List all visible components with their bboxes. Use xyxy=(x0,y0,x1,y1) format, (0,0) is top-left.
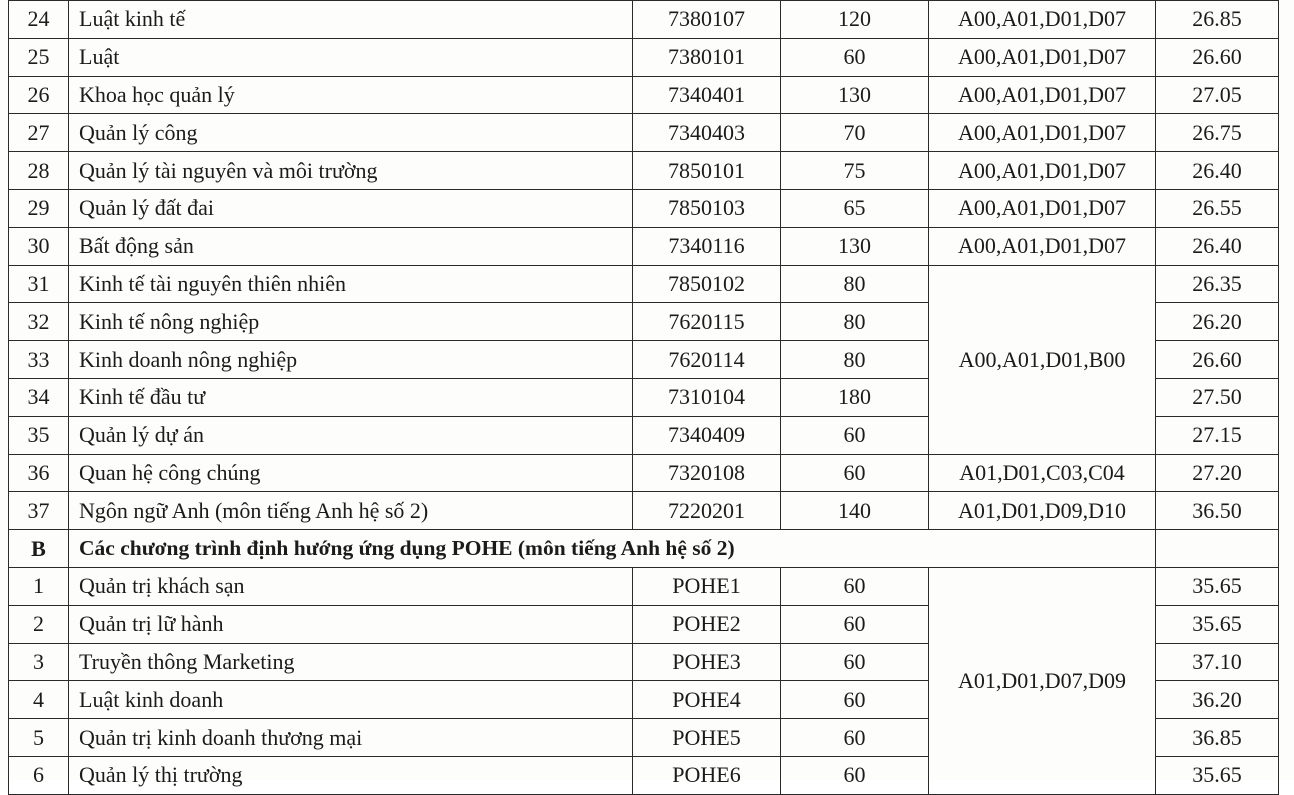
program-code: 7320108 xyxy=(633,454,781,492)
program-name: Kinh tế đầu tư xyxy=(69,378,633,416)
admission-score-table xyxy=(8,0,1279,795)
table-row xyxy=(9,1,1279,39)
table-row xyxy=(9,76,1279,114)
cutoff-score: 36.85 xyxy=(1156,719,1279,757)
program-name: Kinh tế nông nghiệp xyxy=(69,303,633,341)
program-name: Bất động sản xyxy=(69,227,633,265)
cutoff-score: 26.35 xyxy=(1156,265,1279,303)
quota: 60 xyxy=(781,643,929,681)
program-name: Quản lý công xyxy=(69,114,633,152)
cutoff-score: 37.10 xyxy=(1156,643,1279,681)
program-name: Quản lý tài nguyên và môi trường xyxy=(69,152,633,190)
cutoff-score: 26.85 xyxy=(1156,1,1279,39)
subject-combination: A01,D01,D09,D10 xyxy=(929,492,1156,530)
cutoff-score: 26.40 xyxy=(1156,152,1279,190)
subject-combination: A00,A01,D01,D07 xyxy=(929,114,1156,152)
table-row xyxy=(9,492,1279,530)
subject-combination: A00,A01,D01,D07 xyxy=(929,1,1156,39)
subject-combination: A01,D01,C03,C04 xyxy=(929,454,1156,492)
subject-combination: A01,D01,D07,D09 xyxy=(929,567,1156,794)
row-number: 35 xyxy=(9,416,69,454)
quota: 80 xyxy=(781,265,929,303)
quota: 130 xyxy=(781,76,929,114)
section-title: Các chương trình định hướng ứng dụng POHE (môn tiếng Anh hệ số 2) xyxy=(69,530,1156,568)
table-row xyxy=(9,265,1279,303)
cutoff-score: 35.65 xyxy=(1156,605,1279,643)
cutoff-score: 26.20 xyxy=(1156,303,1279,341)
program-name: Quản lý thị trường xyxy=(69,756,633,794)
quota: 60 xyxy=(781,454,929,492)
program-code: POHE3 xyxy=(633,643,781,681)
program-name: Khoa học quản lý xyxy=(69,76,633,114)
program-code: POHE5 xyxy=(633,719,781,757)
program-name: Luật kinh tế xyxy=(69,1,633,39)
quota: 75 xyxy=(781,152,929,190)
program-code: 7850101 xyxy=(633,152,781,190)
program-code: 7380107 xyxy=(633,1,781,39)
row-number: 4 xyxy=(9,681,69,719)
program-code: 7340403 xyxy=(633,114,781,152)
quota: 60 xyxy=(781,567,929,605)
cutoff-score: 26.75 xyxy=(1156,114,1279,152)
cutoff-score: 36.50 xyxy=(1156,492,1279,530)
row-number: 26 xyxy=(9,76,69,114)
program-code: 7340401 xyxy=(633,76,781,114)
program-name: Kinh tế tài nguyên thiên nhiên xyxy=(69,265,633,303)
row-number: 30 xyxy=(9,227,69,265)
quota: 60 xyxy=(781,719,929,757)
program-code: 7620114 xyxy=(633,341,781,379)
subject-combination: A00,A01,D01,D07 xyxy=(929,152,1156,190)
row-number: 29 xyxy=(9,189,69,227)
program-code: 7380101 xyxy=(633,38,781,76)
quota: 60 xyxy=(781,38,929,76)
table-row xyxy=(9,38,1279,76)
subject-combination: A00,A01,D01,D07 xyxy=(929,189,1156,227)
program-name: Truyền thông Marketing xyxy=(69,643,633,681)
program-name: Ngôn ngữ Anh (môn tiếng Anh hệ số 2) xyxy=(69,492,633,530)
row-number: 31 xyxy=(9,265,69,303)
table-row xyxy=(9,189,1279,227)
quota: 80 xyxy=(781,303,929,341)
row-number: 3 xyxy=(9,643,69,681)
cutoff-score xyxy=(1156,530,1279,568)
program-code: POHE4 xyxy=(633,681,781,719)
row-number: 32 xyxy=(9,303,69,341)
program-code: POHE6 xyxy=(633,756,781,794)
quota: 80 xyxy=(781,341,929,379)
row-number: 25 xyxy=(9,38,69,76)
program-name: Luật kinh doanh xyxy=(69,681,633,719)
row-number: 1 xyxy=(9,567,69,605)
quota: 70 xyxy=(781,114,929,152)
program-name: Quản trị kinh doanh thương mại xyxy=(69,719,633,757)
table-row xyxy=(9,227,1279,265)
table-row xyxy=(9,152,1279,190)
cutoff-score: 27.20 xyxy=(1156,454,1279,492)
cutoff-score: 36.20 xyxy=(1156,681,1279,719)
program-name: Quản lý đất đai xyxy=(69,189,633,227)
program-name: Kinh doanh nông nghiệp xyxy=(69,341,633,379)
row-number: 27 xyxy=(9,114,69,152)
cutoff-score: 26.55 xyxy=(1156,189,1279,227)
quota: 60 xyxy=(781,681,929,719)
program-code: 7220201 xyxy=(633,492,781,530)
quota: 130 xyxy=(781,227,929,265)
row-number: 33 xyxy=(9,341,69,379)
row-number: 2 xyxy=(9,605,69,643)
quota: 65 xyxy=(781,189,929,227)
quota: 180 xyxy=(781,378,929,416)
quota: 60 xyxy=(781,756,929,794)
table-row xyxy=(9,567,1279,605)
row-number: 6 xyxy=(9,756,69,794)
cutoff-score: 35.65 xyxy=(1156,756,1279,794)
row-number: 24 xyxy=(9,1,69,39)
program-code: POHE2 xyxy=(633,605,781,643)
table-row xyxy=(9,114,1279,152)
section-header-row xyxy=(9,530,1279,568)
subject-combination: A00,A01,D01,B00 xyxy=(929,265,1156,454)
quota: 140 xyxy=(781,492,929,530)
program-name: Quản trị khách sạn xyxy=(69,567,633,605)
program-code: POHE1 xyxy=(633,567,781,605)
row-number: 5 xyxy=(9,719,69,757)
cutoff-score: 26.60 xyxy=(1156,341,1279,379)
program-code: 7850103 xyxy=(633,189,781,227)
row-number: 34 xyxy=(9,378,69,416)
row-number: 36 xyxy=(9,454,69,492)
cutoff-score: 27.05 xyxy=(1156,76,1279,114)
row-number: 28 xyxy=(9,152,69,190)
quota: 120 xyxy=(781,1,929,39)
program-code: 7340409 xyxy=(633,416,781,454)
program-code: 7340116 xyxy=(633,227,781,265)
quota: 60 xyxy=(781,605,929,643)
program-name: Quản lý dự án xyxy=(69,416,633,454)
program-code: 7850102 xyxy=(633,265,781,303)
quota: 60 xyxy=(781,416,929,454)
program-name: Quan hệ công chúng xyxy=(69,454,633,492)
table-row xyxy=(9,454,1279,492)
cutoff-score: 26.40 xyxy=(1156,227,1279,265)
cutoff-score: 27.50 xyxy=(1156,378,1279,416)
section-label: B xyxy=(9,530,69,568)
program-name: Quản trị lữ hành xyxy=(69,605,633,643)
program-code: 7620115 xyxy=(633,303,781,341)
program-code: 7310104 xyxy=(633,378,781,416)
cutoff-score: 35.65 xyxy=(1156,567,1279,605)
row-number: 37 xyxy=(9,492,69,530)
cutoff-score: 27.15 xyxy=(1156,416,1279,454)
subject-combination: A00,A01,D01,D07 xyxy=(929,38,1156,76)
subject-combination: A00,A01,D01,D07 xyxy=(929,227,1156,265)
subject-combination: A00,A01,D01,D07 xyxy=(929,76,1156,114)
cutoff-score: 26.60 xyxy=(1156,38,1279,76)
program-name: Luật xyxy=(69,38,633,76)
